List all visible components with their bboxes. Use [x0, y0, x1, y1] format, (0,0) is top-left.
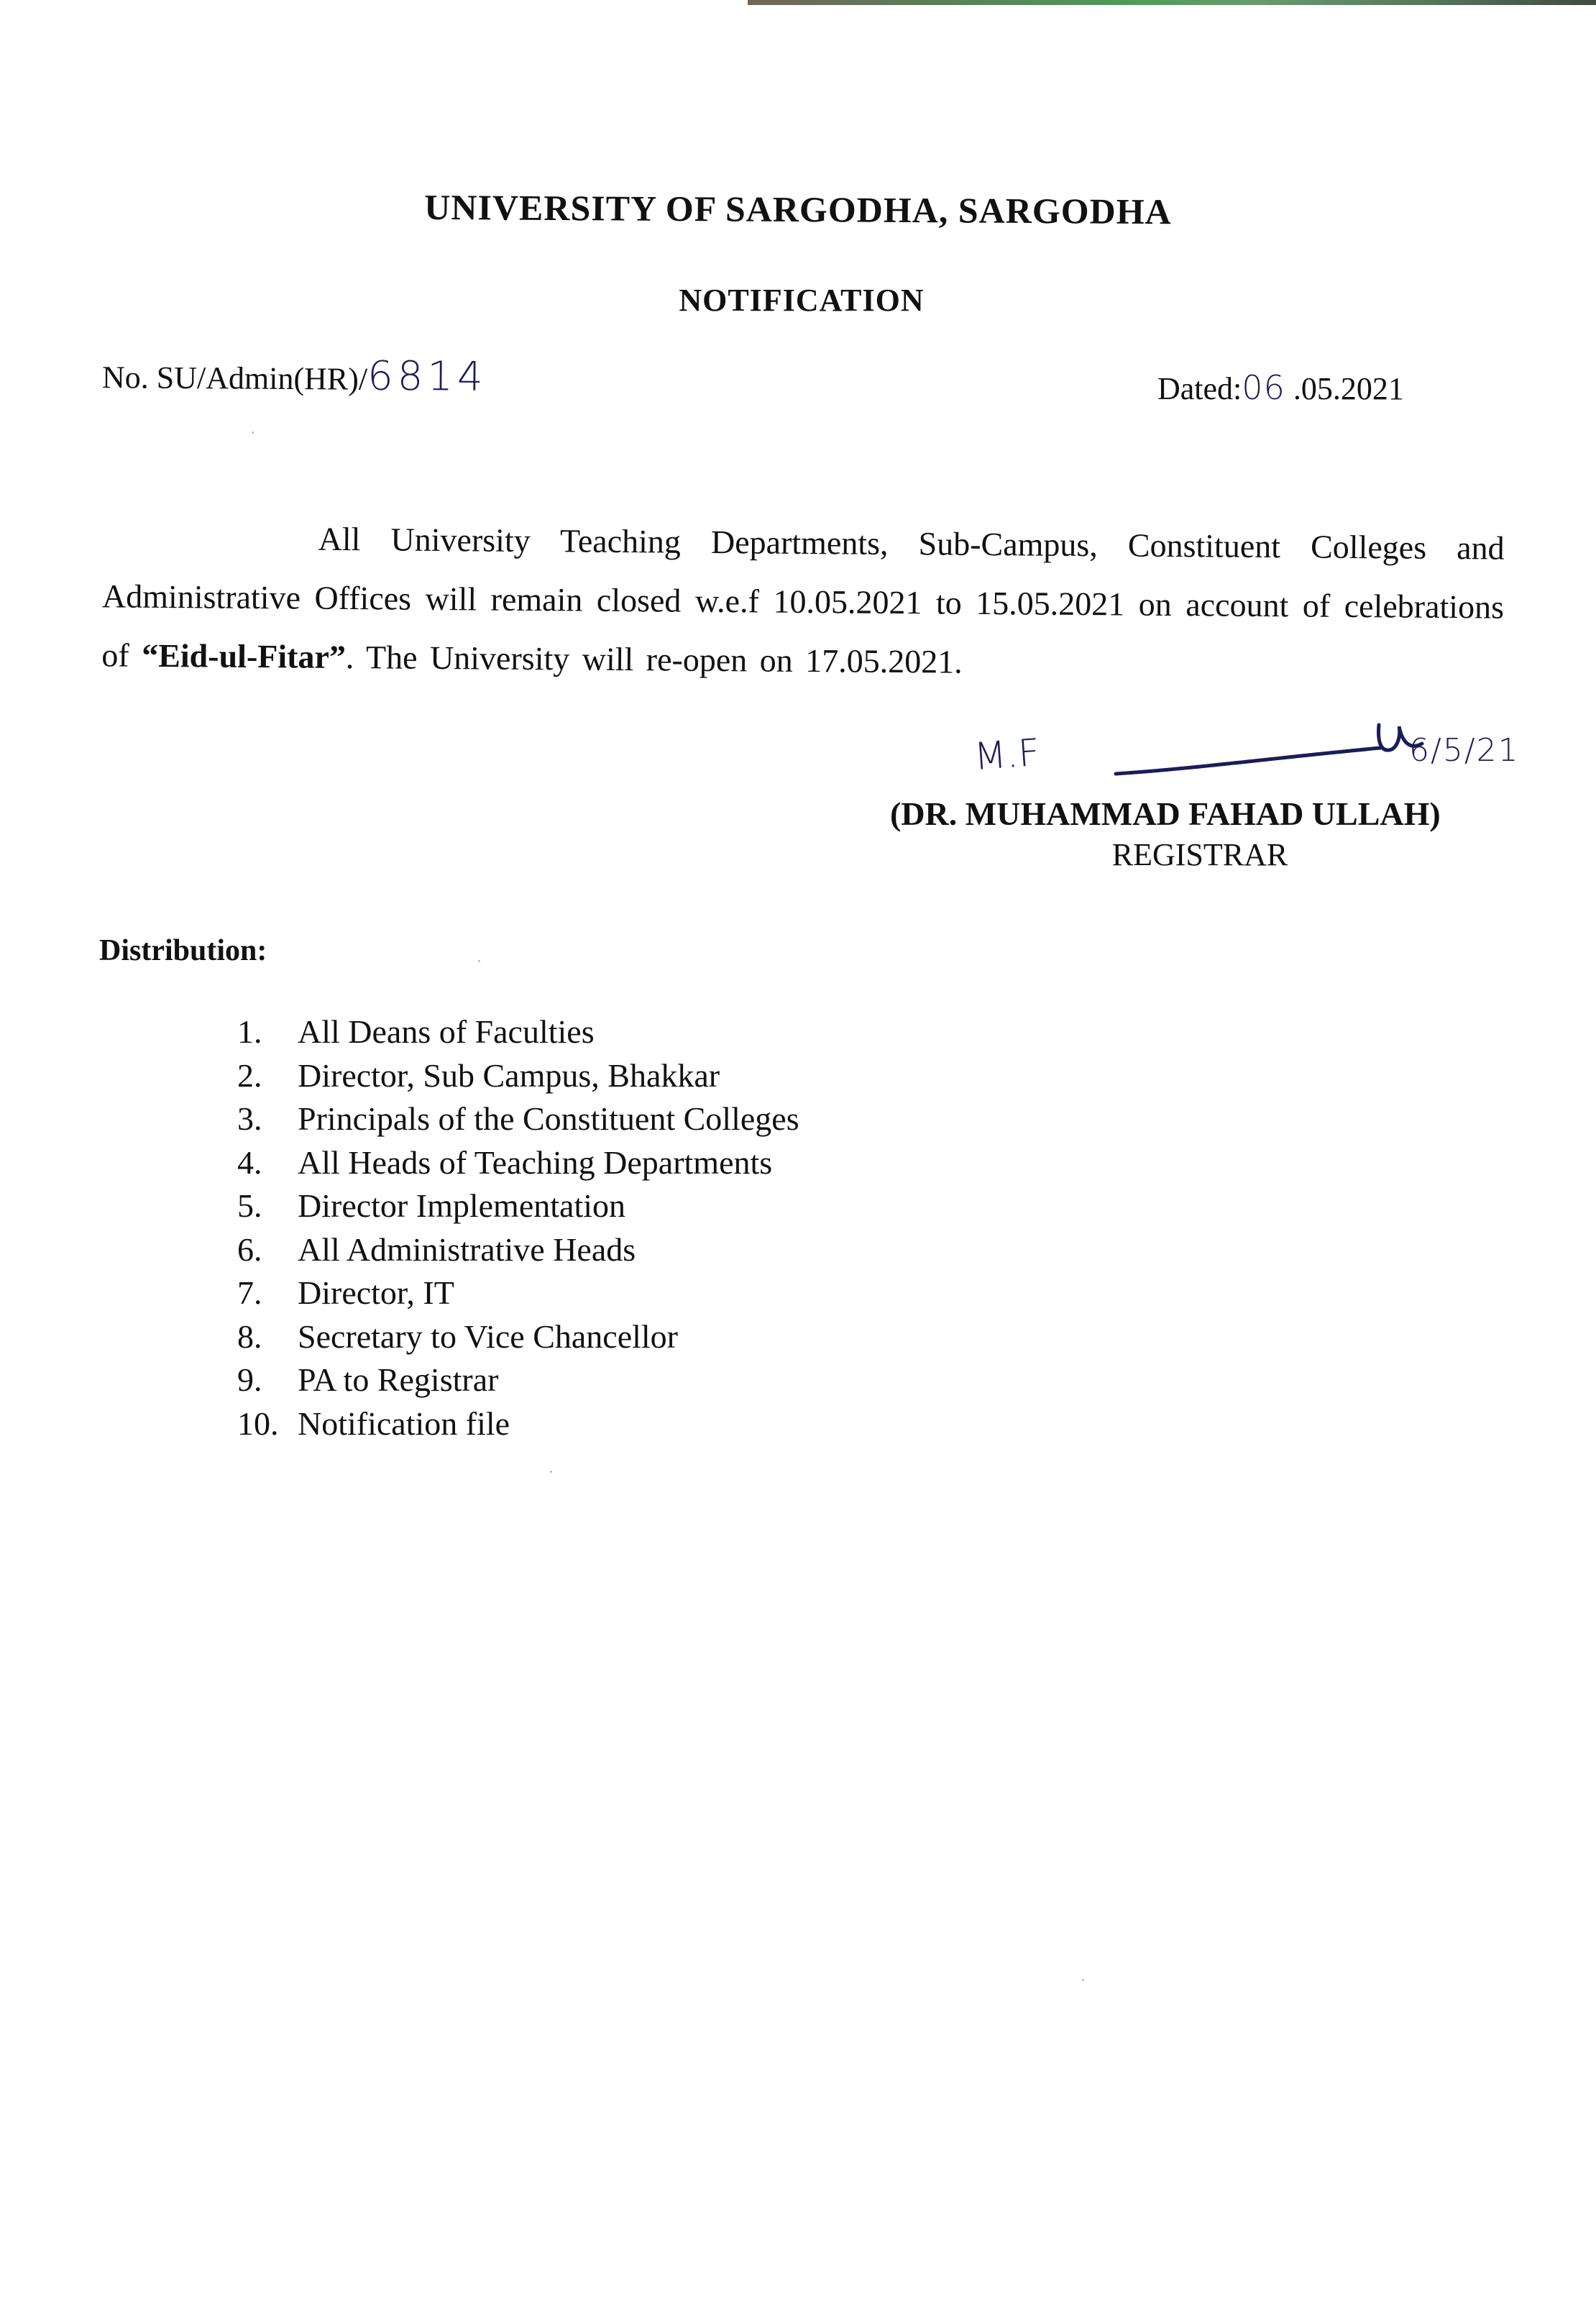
date-label: Dated:: [1157, 371, 1242, 406]
list-item: 10. Notification file: [237, 1404, 510, 1442]
reference-number-handwritten: 6814: [367, 352, 487, 401]
scan-speck: [1082, 1979, 1084, 1981]
distribution-list: [237, 1010, 799, 1445]
distribution-label: Distribution:: [99, 934, 267, 967]
scan-speck: [478, 960, 480, 962]
reference-number: [102, 351, 487, 401]
body-part-2: . The University will re-open on 17.05.2021.: [345, 639, 963, 680]
signature-initials: M.F: [973, 731, 1042, 780]
scan-edge-strip: [748, 0, 1596, 5]
list-item: 5. Director Implementation: [237, 1187, 626, 1224]
list-item: 8. Secretary to Vice Chancellor: [237, 1317, 678, 1355]
body-part-1: All University Teaching Departments, Sub-Campus, Constituent Colleges and Administrative Offices will remain closed w.e.f 10.05.2021 to 15.05.2021 on account of celebrations of: [101, 520, 1505, 674]
list-item: 2. Director, Sub Campus, Bhakkar: [237, 1056, 720, 1094]
list-item: 3. Principals of the Constituent Colleges: [237, 1100, 799, 1137]
institution-heading: UNIVERSITY OF SARGODHA, SARGODHA: [424, 186, 1172, 232]
list-item: 6. All Administrative Heads: [237, 1230, 636, 1268]
notification-title: NOTIFICATION: [679, 283, 925, 318]
list-item: 1. All Deans of Faculties: [237, 1013, 595, 1050]
list-item: 4. All Heads of Teaching Departments: [237, 1143, 773, 1181]
date-day-handwritten: 06: [1242, 368, 1285, 407]
date-rest: .05.2021: [1285, 371, 1404, 406]
list-item: 9. PA to Registrar: [237, 1361, 499, 1398]
reference-prefix: No. SU/Admin(HR)/: [101, 360, 368, 397]
scan-speck: [550, 1471, 552, 1473]
signatory-title: REGISTRAR: [1111, 837, 1288, 872]
notification-body: [101, 508, 1505, 695]
document-date: [1157, 368, 1404, 407]
signatory-name: (DR. MUHAMMAD FAHAD ULLAH): [890, 795, 1441, 832]
signature-date: 6/5/21: [1409, 732, 1520, 769]
scan-speck: [252, 431, 254, 434]
body-event-name: “Eid-ul-Fitar”: [142, 636, 347, 676]
list-item: 7. Director, IT: [237, 1274, 454, 1311]
